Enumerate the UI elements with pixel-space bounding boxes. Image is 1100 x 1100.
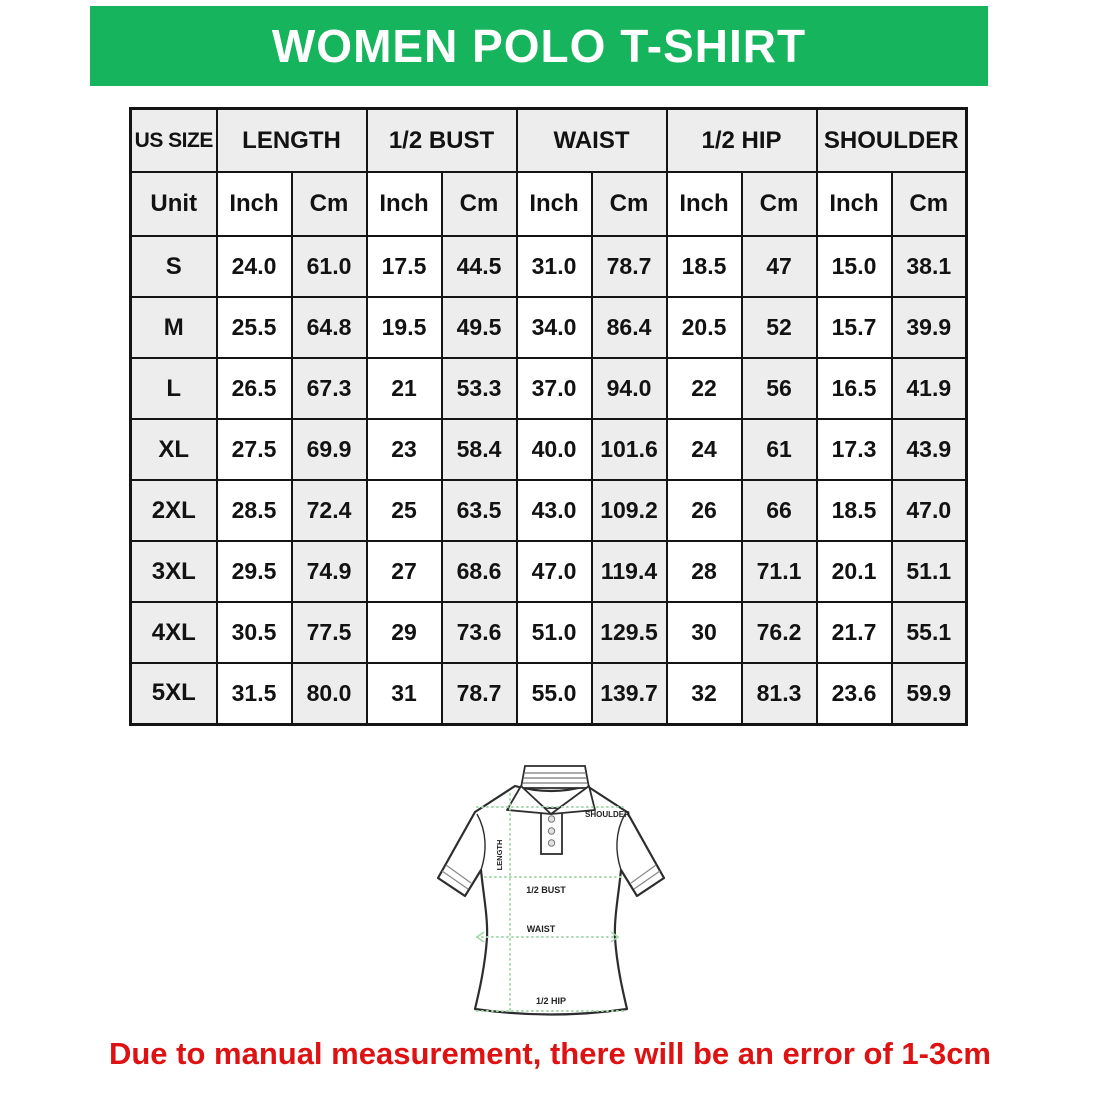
value-cell: 86.4 [592, 297, 667, 358]
size-cell: L [131, 358, 217, 419]
size-cell: XL [131, 419, 217, 480]
value-cell: 24 [667, 419, 742, 480]
table-row [131, 602, 967, 663]
value-cell: 17.5 [367, 236, 442, 297]
value-cell: 37.0 [517, 358, 592, 419]
value-cell: 18.5 [667, 236, 742, 297]
value-cell: 129.5 [592, 602, 667, 663]
value-cell: 76.2 [742, 602, 817, 663]
unit-inch-cell: Inch [217, 172, 292, 236]
value-cell: 40.0 [517, 419, 592, 480]
button-icon [548, 840, 554, 846]
value-cell: 47.0 [517, 541, 592, 602]
value-cell: 51.0 [517, 602, 592, 663]
value-cell: 38.1 [892, 236, 967, 297]
value-cell: 27.5 [217, 419, 292, 480]
value-cell: 78.7 [442, 663, 517, 724]
value-cell: 52 [742, 297, 817, 358]
unit-header-row [131, 172, 967, 236]
disclaimer-text: Due to manual measurement, there will be an error of 1-3cm [108, 1036, 992, 1071]
value-cell: 24.0 [217, 236, 292, 297]
size-cell: M [131, 297, 217, 358]
value-cell: 30 [667, 602, 742, 663]
value-cell: 44.5 [442, 236, 517, 297]
col-header-waist: WAIST [517, 109, 667, 173]
value-cell: 101.6 [592, 419, 667, 480]
value-cell: 68.6 [442, 541, 517, 602]
value-cell: 64.8 [292, 297, 367, 358]
value-cell: 26.5 [217, 358, 292, 419]
value-cell: 28.5 [217, 480, 292, 541]
waist-label: WAIST [526, 924, 556, 934]
value-cell: 55.1 [892, 602, 967, 663]
value-cell: 61.0 [292, 236, 367, 297]
value-cell: 28 [667, 541, 742, 602]
size-cell: S [131, 236, 217, 297]
unit-inch-cell: Inch [367, 172, 442, 236]
value-cell: 20.1 [817, 541, 892, 602]
value-cell: 51.1 [892, 541, 967, 602]
unit-cm-cell: Cm [592, 172, 667, 236]
value-cell: 21 [367, 358, 442, 419]
value-cell: 16.5 [817, 358, 892, 419]
value-cell: 59.9 [892, 663, 967, 724]
table-row [131, 297, 967, 358]
unit-inch-cell: Inch [667, 172, 742, 236]
value-cell: 31.5 [217, 663, 292, 724]
unit-cm-cell: Cm [292, 172, 367, 236]
size-cell: 3XL [131, 541, 217, 602]
col-header-length: LENGTH [217, 109, 367, 173]
unit-inch-cell: Inch [817, 172, 892, 236]
value-cell: 55.0 [517, 663, 592, 724]
value-cell: 119.4 [592, 541, 667, 602]
value-cell: 17.3 [817, 419, 892, 480]
col-header-half-bust: 1/2 BUST [367, 109, 517, 173]
value-cell: 27 [367, 541, 442, 602]
value-cell: 29.5 [217, 541, 292, 602]
unit-header-cell: Unit [131, 172, 217, 236]
table-row [131, 480, 967, 541]
value-cell: 43.9 [892, 419, 967, 480]
size-cell: 2XL [131, 480, 217, 541]
polo-shirt-measurement-diagram [413, 752, 693, 1032]
value-cell: 72.4 [292, 480, 367, 541]
value-cell: 69.9 [292, 419, 367, 480]
table-row [131, 541, 967, 602]
half-bust-label: 1/2 BUST [526, 885, 566, 895]
table-row [131, 419, 967, 480]
value-cell: 22 [667, 358, 742, 419]
unit-cm-cell: Cm [742, 172, 817, 236]
value-cell: 139.7 [592, 663, 667, 724]
value-cell: 19.5 [367, 297, 442, 358]
value-cell: 15.0 [817, 236, 892, 297]
value-cell: 78.7 [592, 236, 667, 297]
value-cell: 56 [742, 358, 817, 419]
shoulder-label: SHOULDER [585, 810, 630, 819]
value-cell: 49.5 [442, 297, 517, 358]
value-cell: 58.4 [442, 419, 517, 480]
unit-cm-cell: Cm [892, 172, 967, 236]
value-cell: 47 [742, 236, 817, 297]
half-hip-label: 1/2 HIP [535, 996, 567, 1006]
value-cell: 94.0 [592, 358, 667, 419]
value-cell: 32 [667, 663, 742, 724]
value-cell: 47.0 [892, 480, 967, 541]
value-cell: 31.0 [517, 236, 592, 297]
value-cell: 41.9 [892, 358, 967, 419]
value-cell: 21.7 [817, 602, 892, 663]
length-label: LENGTH [495, 839, 504, 871]
title-banner [90, 6, 988, 86]
value-cell: 43.0 [517, 480, 592, 541]
value-cell: 25.5 [217, 297, 292, 358]
value-cell: 63.5 [442, 480, 517, 541]
value-cell: 39.9 [892, 297, 967, 358]
unit-inch-cell: Inch [517, 172, 592, 236]
value-cell: 71.1 [742, 541, 817, 602]
value-cell: 34.0 [517, 297, 592, 358]
value-cell: 15.7 [817, 297, 892, 358]
page-title: WOMEN POLO T-SHIRT [271, 20, 807, 72]
value-cell: 66 [742, 480, 817, 541]
table-row [131, 358, 967, 419]
button-icon [548, 828, 554, 834]
value-cell: 31 [367, 663, 442, 724]
col-header-us-size: US SIZE [131, 109, 217, 173]
button-icon [548, 816, 554, 822]
value-cell: 30.5 [217, 602, 292, 663]
value-cell: 109.2 [592, 480, 667, 541]
value-cell: 67.3 [292, 358, 367, 419]
value-cell: 25 [367, 480, 442, 541]
size-chart-table [129, 107, 968, 726]
value-cell: 18.5 [817, 480, 892, 541]
value-cell: 29 [367, 602, 442, 663]
value-cell: 26 [667, 480, 742, 541]
value-cell: 81.3 [742, 663, 817, 724]
value-cell: 80.0 [292, 663, 367, 724]
value-cell: 61 [742, 419, 817, 480]
value-cell: 20.5 [667, 297, 742, 358]
size-cell: 4XL [131, 602, 217, 663]
col-header-half-hip: 1/2 HIP [667, 109, 817, 173]
col-header-shoulder: SHOULDER [817, 109, 967, 173]
value-cell: 77.5 [292, 602, 367, 663]
value-cell: 23 [367, 419, 442, 480]
value-cell: 23.6 [817, 663, 892, 724]
table-row [131, 236, 967, 297]
table-row [131, 663, 967, 724]
size-cell: 5XL [131, 663, 217, 724]
value-cell: 53.3 [442, 358, 517, 419]
value-cell: 74.9 [292, 541, 367, 602]
group-header-row [131, 109, 967, 173]
collar-band [521, 766, 589, 788]
value-cell: 73.6 [442, 602, 517, 663]
unit-cm-cell: Cm [442, 172, 517, 236]
